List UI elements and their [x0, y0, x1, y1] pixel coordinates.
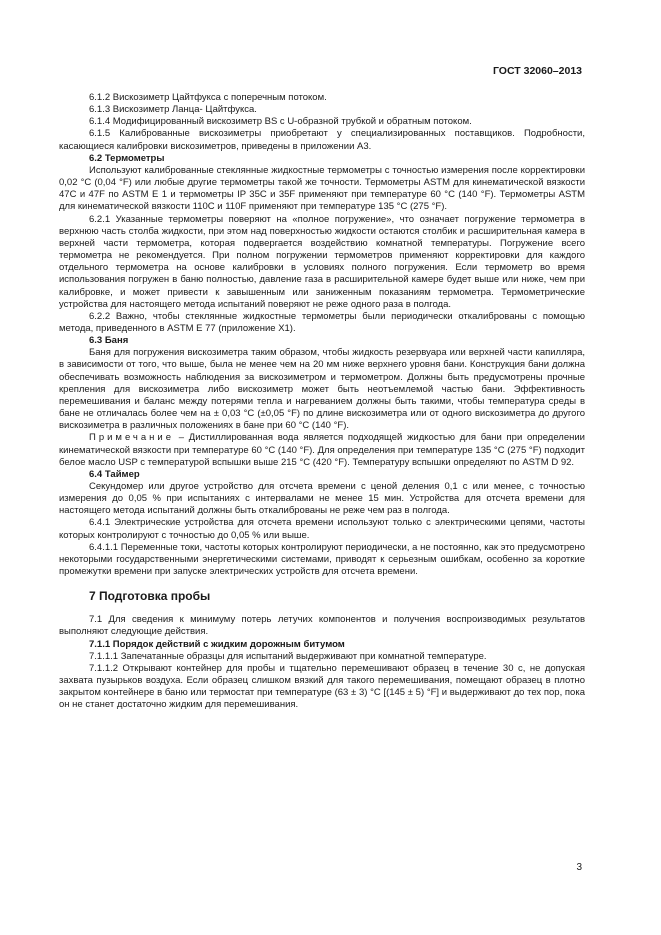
paragraph-6-1-5: 6.1.5 Калиброванные вискозиметры приобретают у специализированных поставщиков. Подробности, касающиеся калибровки вискозиметров, приведены в приложении А3.	[59, 128, 585, 152]
page-content	[59, 92, 585, 712]
heading-7-1-1: 7.1.1 Порядок действий с жидким дорожным битумом	[89, 638, 345, 650]
note-text: – Дистиллированная вода является подходящей жидкостью для бани при определении кинематической вязкости при температуре 60 °C (140 °F). Для определения при температуре 135 °C (275 °F) подходит белое масло USP с температурой вспышки выше 215 °C (420 °F). Температуру вспышки определяют по ASTM D 92.	[59, 432, 585, 468]
section-7-title: 7 Подготовка пробы	[89, 589, 211, 604]
paragraph-6-4-1-1: 6.4.1.1 Переменные токи, частоты которых контролируют периодически, а не постоянно, как это предусмотрено некоторыми государственными энергетическими системами, приводят к серьезным ошибкам, особенно за короткие промежутки времени при запуске электрических устройств для отсчета времени.	[59, 541, 585, 578]
heading-6-4: 6.4 Таймер	[89, 468, 140, 480]
note-label: Примечание	[89, 432, 174, 444]
paragraph-6-4-1: 6.4.1 Электрические устройства для отсчета времени используют только с электрическими цепями, частоты которых контролируют с точностью до 0,05 % или выше.	[59, 517, 585, 541]
paragraph-7-1: 7.1 Для сведения к минимуму потерь летучих компонентов и получения воспроизводимых результатов выполняют следующие действия.	[59, 614, 585, 638]
paragraph-6-2-2: 6.2.2 Важно, чтобы стеклянные жидкостные термометры были периодически откалиброваны с помощью метода, приведенного в ASTM E 77 (приложение X1).	[59, 310, 585, 334]
heading-6-3: 6.3 Баня	[89, 335, 129, 347]
paragraph-6-2-intro: Используют калиброванные стеклянные жидкостные термометры с точностью измерения после корректировки 0,02 °C (0,04 °F) или любые другие термометры такой же точности. Термометры ASTM для кинематической вязкости 47С и 47F по ASTM E 1 и термометры IP 35C и 35F применяют при температуре 60 °C (140 °F). Термометры ASTM для кинематической вязкости 110С и 110F применяют при температуре 135 °C (275 °F).	[59, 164, 585, 213]
paragraph-6-3: Баня для погружения вискозиметра таким образом, чтобы жидкость резервуара или верхней части капилляра, в зависимости от того, что выше, была не менее чем на 20 мм ниже верхнего уровня бани. Конструкция бани должна обеспечивать возможность наблюдения за вискозиметром и термометром. Должны быть предусмотрены прочные крепления для вискозиметра либо вискозиметр может быть неотъемлемой частью бани. Эффективность перемешивания и баланс между потерями тепла и нагреванием должны быть такими, чтобы температура среды в бане не отличалась более чем на ± 0,03 °C (±0,05 °F) по длине вискозиметра или от одного вискозиметра до другого вискозиметра в различных положениях в бане при 60 °C (140 °F).	[59, 347, 585, 432]
paragraph-6-4-intro: Секундомер или другое устройство для отсчета времени с ценой деления 0,1 с или менее, с точностью измерения до 0,05 % при испытаниях с интервалами не менее 15 мин. Устройства для отсчета времени для настоящего метода испытаний должны быть откалиброваны не реже чем раз в полгода.	[59, 481, 585, 517]
heading-6-2: 6.2 Термометры	[89, 152, 165, 164]
paragraph-6-2-1: 6.2.1 Указанные термометры поверяют на «полное погружение», что означает погружение термометра в верхнюю часть столба жидкости, при этом над поверхностью жидкости остаются столбик и расширительная камера в верхней части термометра, которая подвергается воздействию комнатной температуры. Погружение всего термометра не рекомендуется. При полном погружении термометров применяют корректировки для каждого отдельного термометра на основе калибровки в условиях полного погружения. Если термометр во время использования погружен в баню полностью, давление газа в расширительной камере будет выше или ниже, чем при калибровке, и может привести к завышенным или заниженным показаниям термометра. Термометрические устройства для настоящего метода испытаний поверяют не реже одного раза в полгода.	[59, 213, 585, 310]
paragraph-6-1-2: 6.1.2 Вискозиметр Цайтфукса с поперечным потоком.	[89, 92, 327, 103]
page-number: 3	[576, 862, 582, 873]
paragraph-6-1-3: 6.1.3 Вискозиметр Ланца- Цайтфукса.	[89, 104, 257, 116]
note-paragraph	[59, 432, 585, 468]
document-id: ГОСТ 32060–2013	[492, 65, 582, 77]
paragraph-7-1-1-2: 7.1.1.2 Открывают контейнер для пробы и тщательно перемешивают образец в течение 30 с, не допуская захвата пузырьков воздуха. Если образец слишком вязкий для такого перемешивания, помещают образец в плотно закрытом контейнере в баню или термостат при температуре (63 ± 3) °C [(145 ± 5) °F] и выдерживают до тех пор, пока он не станет достаточно жидким для перемешивания.	[59, 662, 585, 711]
paragraph-6-1-4: 6.1.4 Модифицированный вискозиметр BS с U-образной трубкой и обратным потоком.	[89, 116, 472, 128]
paragraph-7-1-1-1: 7.1.1.1 Запечатанные образцы для испытаний выдерживают при комнатной температуре.	[89, 650, 487, 662]
